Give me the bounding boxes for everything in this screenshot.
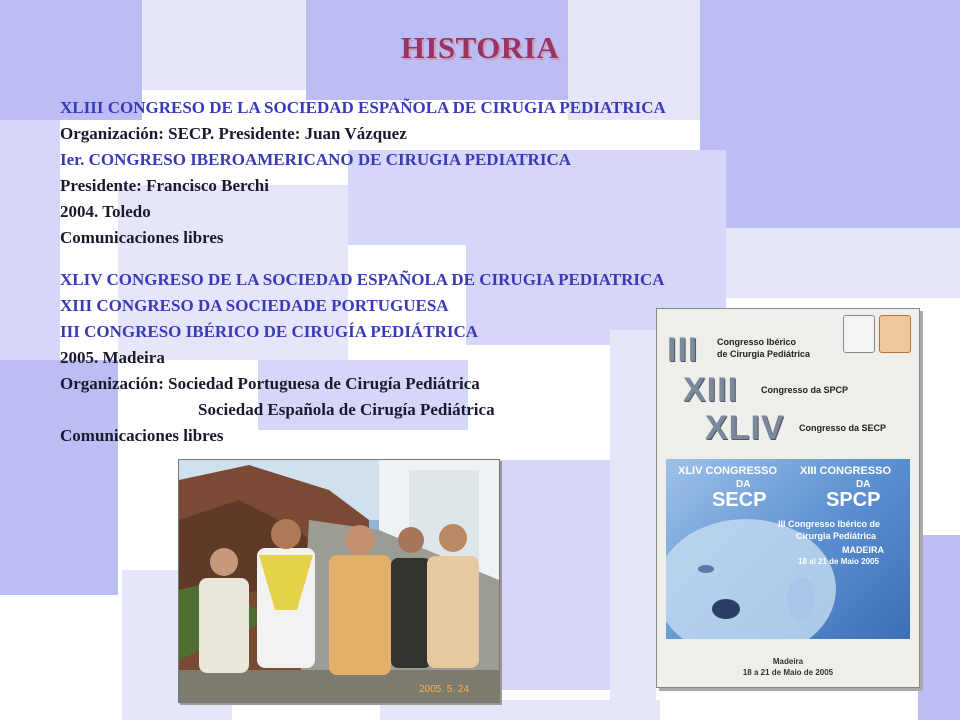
president-line: Presidente: Francisco Berchi [60,176,269,195]
poster-footer: 18 a 21 de Maio de 2005 [742,668,834,677]
banner-text: MADEIRA [842,545,884,555]
communications-line: Comunicaciones libres [60,228,224,247]
bg-block [380,700,660,720]
banner-text: Cirurgia Pediátrica [796,531,877,541]
congress-heading: XIII CONGRESO DA SOCIEDADE PORTUGUESA [60,296,449,315]
poster-subtitle: de Cirurgia Pediátrica [717,349,811,359]
group-photo-image [179,460,499,702]
poster-subtitle: Congresso da SPCP [761,385,849,395]
photo-date-stamp: 2005. 5. 24 [419,684,470,695]
poster-number-xiii: XIII [683,371,739,409]
bg-block [610,330,656,700]
congress-poster [656,308,920,688]
congress-heading: Ier. CONGRESO IBEROAMERICANO DE CIRUGIA PEDIATRICA [60,150,571,169]
banner-text: XLIV CONGRESSO [678,465,778,477]
congress-heading: XLIV CONGRESO DE LA SOCIEDAD ESPAÑOLA DE CIRUGIA PEDIATRICA [60,270,665,289]
congress-heading: III CONGRESO IBÉRICO DE CIRUGÍA PEDIÁTRICA [60,322,478,341]
communications-line: Comunicaciones libres [60,426,224,445]
bg-block [726,228,960,298]
poster-number-xliv: XLIV [705,409,785,447]
banner-text: DA [736,479,751,490]
society-logo [879,315,911,353]
banner-text: III Congresso Ibérico de [778,519,881,529]
banner-text: SPCP [826,489,881,511]
bg-block [0,120,60,360]
banner-text: SECP [712,489,767,511]
group-photo [178,459,500,703]
organization-line-2: Sociedad Española de Cirugía Pediátrica [198,400,495,419]
poster-footer: Madeira [772,657,804,666]
year-place-line: 2004. Toledo [60,202,151,221]
page-title: HISTORIA [400,30,560,65]
bg-block [918,535,960,720]
organization-line: Organización: Sociedad Portuguesa de Cirugía Pediátrica [60,374,480,393]
organization-line: Organización: SECP. Presidente: Juan Vázquez [60,124,407,143]
poster-subtitle: Congresso da SECP [799,423,887,433]
banner-text: XIII CONGRESSO [800,465,892,477]
poster-number-iii: III [667,331,699,369]
poster-subtitle: Congresso Ibérico [717,337,797,347]
banner-text: DA [856,479,871,490]
banner-text: 18 al 21 de Maio 2005 [798,557,879,566]
year-place-line: 2005. Madeira [60,348,165,367]
poster-banner [666,459,910,639]
bg-block [0,360,118,595]
congress-heading: XLIII CONGRESO DE LA SOCIEDAD ESPAÑOLA DE CIRUGIA PEDIATRICA [60,98,666,117]
university-seal-logo [843,315,875,353]
